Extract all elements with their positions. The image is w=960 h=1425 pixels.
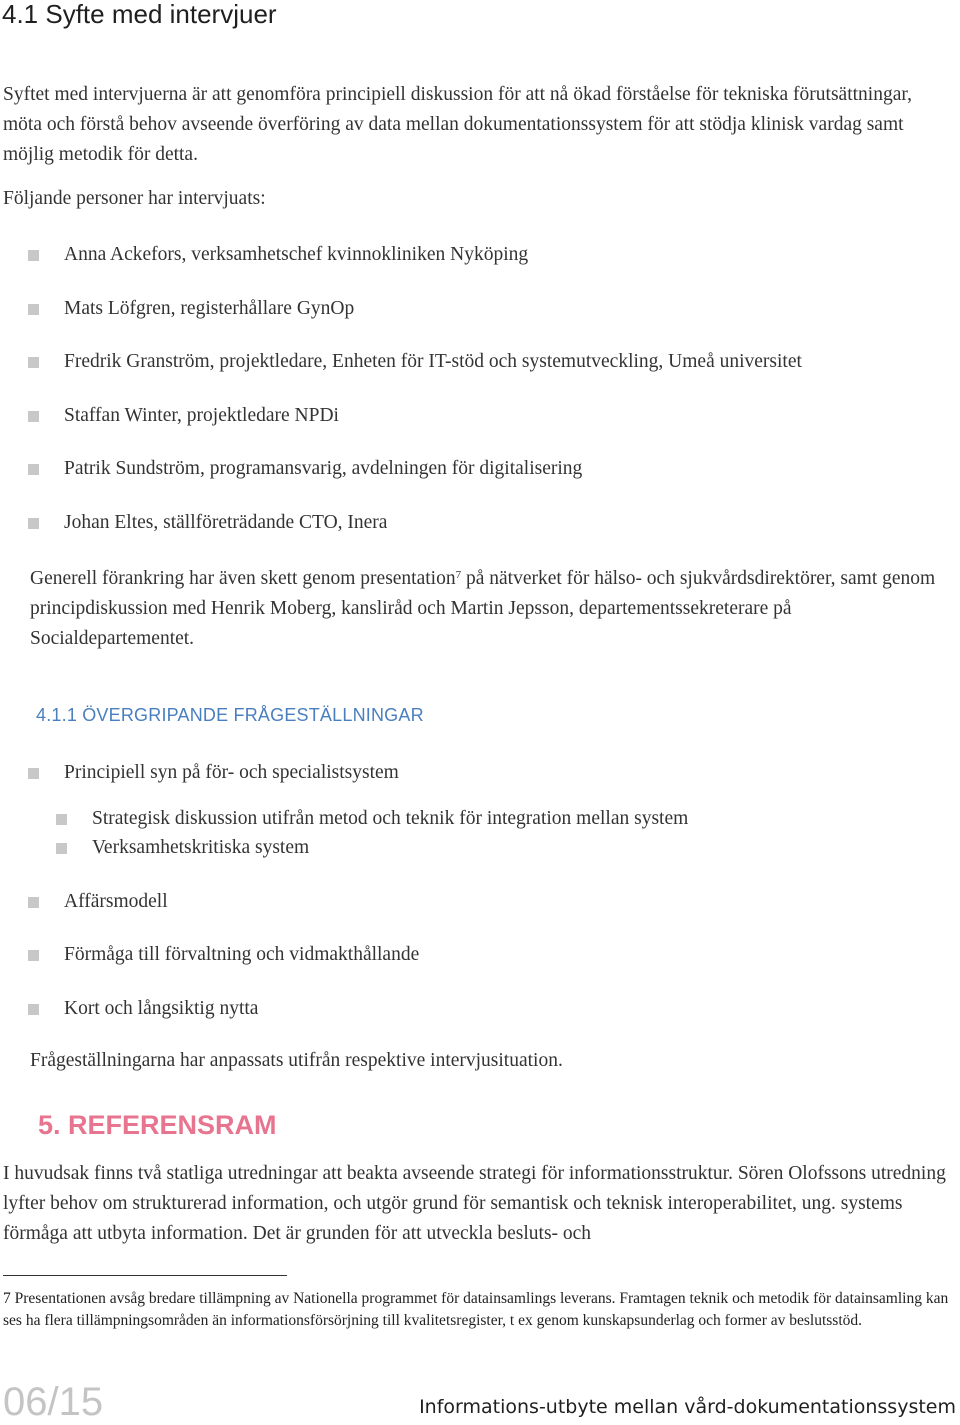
square-bullet-icon xyxy=(28,768,39,779)
footnote-ref[interactable]: 7 xyxy=(455,569,462,581)
square-bullet-icon xyxy=(28,950,39,961)
anchoring-paragraph: Generell förankring har även skett genom presentation$^7$ på nätverket för hälso- och sjukvårdsdirektörer, samt genom principdiskussion med Henrik Moberg, kansliråd och Martin Jepsson, departementssekreterare på Socialdepartementet. xyxy=(30,568,936,649)
footnote-number: 7 xyxy=(3,1290,11,1307)
page-number: 06/15 xyxy=(3,1380,104,1424)
square-bullet-icon xyxy=(28,464,39,475)
questions-note: Frågeställningarna har anpassats utifrån respektive intervjusituation. xyxy=(30,1050,563,1071)
square-bullet-icon xyxy=(28,250,39,261)
section-heading: 4.1 Syfte med intervjuer xyxy=(2,0,277,29)
footnote: 7 Presentationen avsåg bredare tillämpning av Nationella programmet för datainsamlings leverans. Framtagen teknik och metodik för datainsamling kan ses ha flera tillämpningsområden än informationsförsörjning till kvalitetsregister, t ex genom kunskapsunderlag och former av beslutsstöd. xyxy=(3,1290,949,1329)
intro-paragraph: Syftet med intervjuerna är att genomföra principiell diskussion för att nå ökad förståelse för tekniska förutsättningar, möta och förstå behov avseende överföring av data mellan dokumentationssystem för att stödja klinisk vardag samt möjlig metodik för detta. xyxy=(3,84,912,165)
square-bullet-icon xyxy=(28,1004,39,1015)
running-title: Informations-utbyte mellan vård-dokumentationssystem xyxy=(419,1396,956,1418)
square-bullet-icon xyxy=(56,814,67,825)
footnote-divider xyxy=(3,1275,287,1276)
persons-intro: Följande personer har intervjuats: xyxy=(3,188,266,209)
square-bullet-icon xyxy=(28,411,39,422)
square-bullet-icon xyxy=(28,304,39,315)
section-5-paragraph: I huvudsak finns två statliga utredningar att beakta avseende strategi för informationsstruktur. Sören Olofssons utredning lyfter behov om strukturerad information, och utgör grund för semantisk och teknisk interoperabilitet, ung. systems förmåga att utbyta information. Det är grunden för att utveckla besluts- och xyxy=(3,1163,946,1244)
subheading: 4.1.1 ÖVERGRIPANDE FRÅGESTÄLLNINGAR xyxy=(36,705,424,725)
square-bullet-icon xyxy=(28,897,39,908)
square-bullet-icon xyxy=(56,843,67,854)
section-5-heading: 5. REFERENSRAM xyxy=(38,1110,277,1140)
square-bullet-icon xyxy=(28,518,39,529)
square-bullet-icon xyxy=(28,357,39,368)
